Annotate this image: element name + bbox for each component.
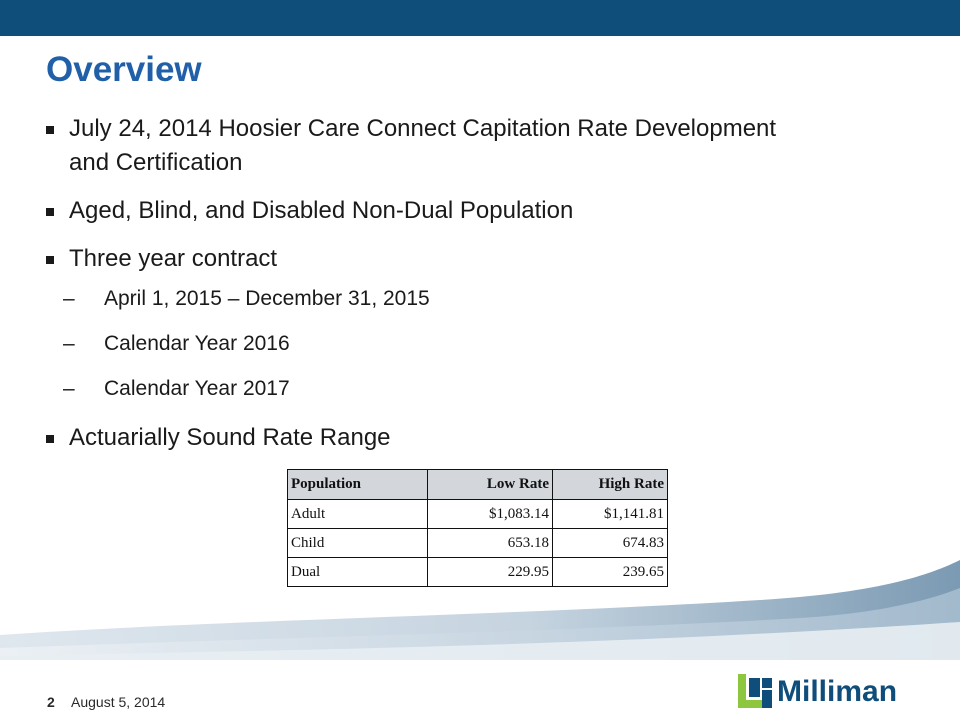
square-bullet-icon — [46, 126, 54, 134]
bullet-text: Three year contract — [69, 245, 278, 272]
slide-title: Overview — [46, 50, 202, 89]
high-rate-cell: $1,141.81 — [553, 500, 668, 529]
sub-bullet-text: Calendar Year 2017 — [104, 377, 290, 400]
decorative-wave-band — [0, 560, 960, 660]
population-cell: Child — [288, 529, 428, 558]
dash-marker: – — [63, 332, 75, 355]
sub-bullet-item — [44, 376, 804, 402]
bullet-text: Actuarially Sound Rate Range — [69, 424, 391, 451]
milliman-logo-text: Milliman — [777, 675, 898, 708]
bullet-item — [44, 242, 804, 276]
population-cell: Adult — [288, 500, 428, 529]
square-bullet-icon — [46, 208, 54, 216]
table-row — [288, 500, 668, 529]
table-row — [288, 529, 668, 558]
sub-bullet-text: April 1, 2015 – December 31, 2015 — [104, 287, 430, 310]
bullet-item — [44, 112, 804, 180]
milliman-logo — [738, 674, 938, 714]
dash-marker: – — [63, 287, 75, 310]
bullet-item — [44, 421, 804, 455]
slide-footer — [0, 660, 960, 720]
population-cell: Dual — [288, 558, 428, 587]
low-rate-cell: 229.95 — [428, 558, 553, 587]
column-header-low-rate: Low Rate — [428, 470, 553, 500]
bullet-item — [44, 194, 804, 228]
milliman-logo-mark-icon — [738, 674, 772, 708]
column-header-high-rate: High Rate — [553, 470, 668, 500]
square-bullet-icon — [46, 256, 54, 264]
column-header-population: Population — [288, 470, 428, 500]
sub-bullet-item — [44, 286, 804, 312]
table-header-row — [288, 470, 668, 500]
footer-date: August 5, 2014 — [71, 694, 166, 710]
sub-bullet-text: Calendar Year 2016 — [104, 332, 290, 355]
sub-bullet-item — [44, 331, 804, 357]
dash-marker: – — [63, 377, 75, 400]
bullet-text: July 24, 2014 Hoosier Care Connect Capitation Rate Development and Certification — [69, 115, 777, 176]
bullet-text: Aged, Blind, and Disabled Non-Dual Population — [69, 197, 574, 224]
low-rate-cell: $1,083.14 — [428, 500, 553, 529]
top-banner — [0, 0, 960, 36]
page-number: 2 — [47, 694, 55, 710]
square-bullet-icon — [46, 435, 54, 443]
bullet-list — [44, 112, 804, 469]
high-rate-cell: 674.83 — [553, 529, 668, 558]
low-rate-cell: 653.18 — [428, 529, 553, 558]
high-rate-cell: 239.65 — [553, 558, 668, 587]
